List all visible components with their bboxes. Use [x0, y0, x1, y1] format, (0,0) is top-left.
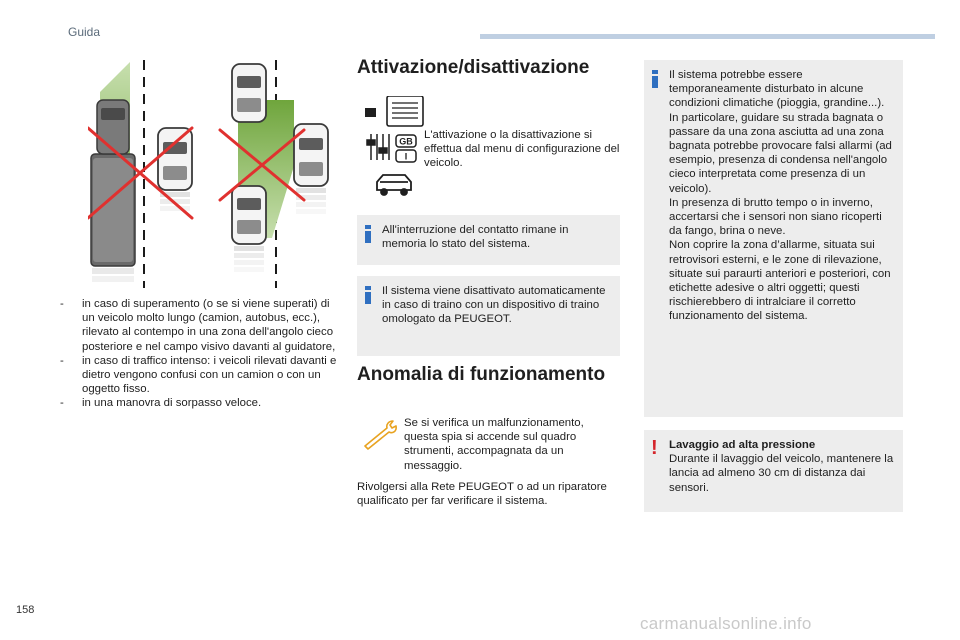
- car-icon: [232, 186, 266, 272]
- info-icon: [652, 70, 658, 88]
- vehicle-menu-icons: [365, 96, 425, 200]
- info-icon: [365, 286, 371, 304]
- watermark: carmanualsonline.info: [640, 614, 812, 633]
- warning-icon: !: [651, 437, 658, 459]
- warning-note-washing: [644, 430, 903, 512]
- car-icon: [294, 124, 328, 214]
- info-note-text: All'interruzione del contatto rimane in memoria lo stato del sistema.: [382, 224, 569, 251]
- warning-text: Durante il lavaggio del veicolo, mantenere la lancia ad almeno 30 cm di distanza dai sensori.: [669, 453, 894, 494]
- activation-text: L'attivazione o la disattivazione si effettua dal menu di configurazione del veicolo.: [424, 129, 620, 170]
- page-number: 158: [16, 604, 35, 616]
- info-line: In presenza di brutto tempo o in inverno, accertarsi che i sensori non siano ricoperti da fango, brina o neve.: [669, 196, 882, 238]
- info-note-towing: [357, 276, 620, 356]
- malfunction-heading: Anomalia di funzionamento: [357, 364, 606, 385]
- malfunction-contact-text: Rivolgersi alla Rete PEUGEOT o ad un riparatore qualificato per far verificare il sistema.: [357, 481, 607, 508]
- info-icon: [365, 225, 371, 243]
- wrench-warning-icon: [363, 420, 403, 450]
- car-icon: [232, 64, 266, 122]
- malfunction-text: Se si verifica un malfunzionamento, questa spia si accende sul quadro strumenti, accompagnata da un messaggio.: [404, 417, 584, 472]
- info-line: Il sistema potrebbe essere temporaneamente disturbato in alcune condizioni climatiche (pioggia, grandine...).: [669, 69, 885, 110]
- info-line: Non coprire la zona d’allarme, situata sui retrovisori esterni, e le zone di rilevazione, situate sui paraurti anteriori e posteriori, con etichette adesive o altri oggetti; questi rischierebbero di intralciare il corretto funzionamento del sistema.: [669, 239, 891, 323]
- touchscreen-icon: [365, 96, 423, 126]
- truck-icon: [91, 100, 135, 282]
- limitations-list: [60, 297, 340, 411]
- vehicle-icon: [377, 175, 411, 195]
- info-note-text: Il sistema viene disattivato automaticamente in caso di traino con un dispositivo di traino omologato da PEUGEOT.: [382, 285, 606, 326]
- blind-spot-illustration: [88, 58, 338, 290]
- car-icon: [158, 128, 192, 211]
- warning-title: Lavaggio ad alta pressione: [669, 439, 816, 451]
- header-bar: [480, 34, 935, 39]
- info-note-memory: [357, 215, 620, 265]
- list-item: - in caso di superamento (o se si viene superati) di un veicolo molto lungo (camion, autobus, ecc.), rilevato al contempo in una zona dell'angolo cieco posteriore e nel campo visivo davanti al guidatore,: [60, 298, 336, 353]
- info-line: In particolare, guidare su strada bagnata o passare da una zona asciutta ad una zona bagnata potrebbe provocare falsi allarmi (ad esempio, presenza di condensa nell'angolo cieco interpretata come presenza di un veicolo).: [669, 111, 892, 195]
- gb-label: GB: [399, 136, 413, 147]
- activation-heading: Attivazione/disattivazione: [357, 57, 590, 78]
- list-item: - in caso di traffico intenso: i veicoli rilevati davanti e dietro vengono confusi con un camion o con un oggetto fisso.: [60, 354, 337, 396]
- list-item: - in una manovra di sorpasso veloce.: [60, 397, 262, 410]
- info-note-text: [669, 68, 897, 324]
- info-note-weather: [644, 60, 903, 417]
- section-label: Guida: [68, 25, 101, 39]
- i-label: I: [404, 151, 408, 162]
